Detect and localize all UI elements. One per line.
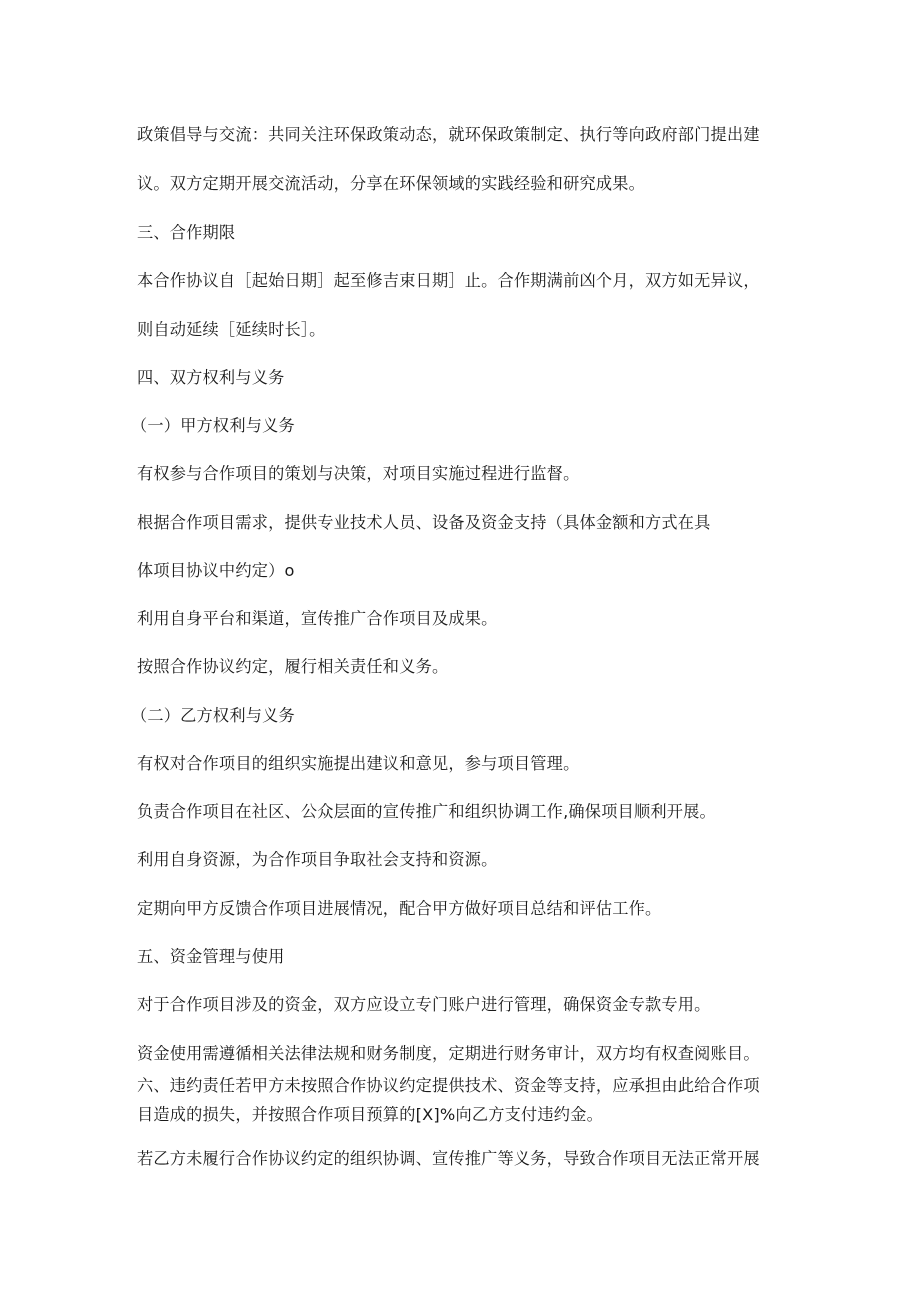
paragraph-line: 根据合作项目需求，提供专业技术人员、设备及资金支持（具体金额和方式在具 xyxy=(137,513,711,532)
paragraph-line: 目造成的损失，并按照合作项目预算的[X]%向乙方支付违约金。 xyxy=(137,1105,603,1124)
paragraph-line: 负责合作项目在社区、公众层面的宣传推广和组织协调工作,确保项目顺利开展。 xyxy=(137,802,716,821)
paragraph-line: 利用自身资源，为合作项目争取社会支持和资源。 xyxy=(137,850,498,869)
paragraph-line: 对于合作项目涉及的资金，双方应设立专门账户进行管理，确保资金专款专用。 xyxy=(137,995,711,1014)
paragraph-line: 政策倡导与交流：共同关注环保政策动态，就环保政策制定、执行等向政府部门提出建 xyxy=(137,125,760,144)
section-heading: 三、合作期限 xyxy=(137,223,236,242)
paragraph-line: 体项目协议中约定）o xyxy=(137,561,295,580)
paragraph-line: 资金使用需遵循相关法律法规和财务制度，定期进行财务审计，双方均有权查阅账目。 xyxy=(137,1044,760,1063)
section-heading: 五、资金管理与使用 xyxy=(137,947,285,966)
paragraph-line: 有权参与合作项目的策划与决策，对项目实施过程进行监督。 xyxy=(137,464,580,483)
paragraph-line: 按照合作协议约定，履行相关责任和义务。 xyxy=(137,657,449,676)
paragraph-line: 六、违约责任若甲方未按照合作协议约定提供技术、资金等支持，应承担由此给合作项 xyxy=(137,1076,760,1095)
paragraph-line: 有权对合作项目的组织实施提出建议和意见，参与项目管理。 xyxy=(137,754,580,773)
paragraph-line: 则自动延续［延续时长］。 xyxy=(137,320,326,339)
paragraph-line: 若乙方未履行合作协议约定的组织协调、宣传推广等义务，导致合作项目无法正常开展 xyxy=(137,1149,760,1168)
paragraph-line: 议。双方定期开展交流活动，分享在环保领域的实践经验和研究成果。 xyxy=(137,174,646,193)
paragraph-line: 本合作协议自［起始日期］起至修吉束日期］止。合作期满前凶个月，双方如无异议， xyxy=(137,271,760,290)
paragraph-line: 定期向甲方反馈合作项目进展情况，配合甲方做好项目总结和评估工作。 xyxy=(137,899,662,918)
paragraph-line: 利用自身平台和渠道，宣传推广合作项目及成果。 xyxy=(137,609,498,628)
section-heading: 四、双方权利与义务 xyxy=(137,368,285,387)
subsection-heading: （二）乙方权利与义务 xyxy=(131,706,295,725)
subsection-heading: （一）甲方权利与义务 xyxy=(131,416,295,435)
